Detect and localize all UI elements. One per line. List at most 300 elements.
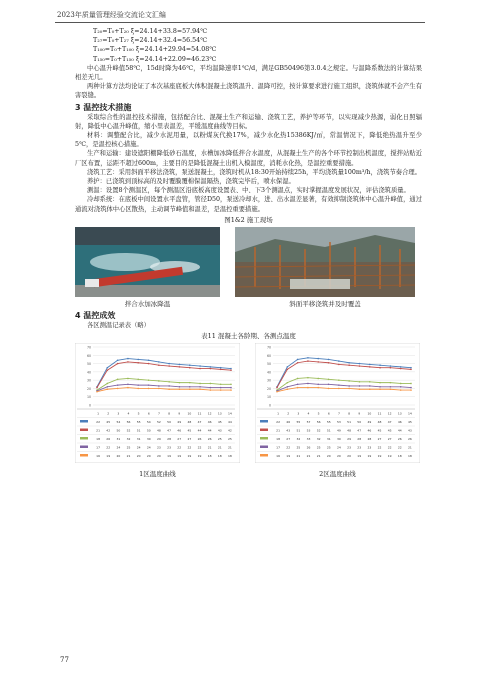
- data-point: [317, 362, 319, 364]
- table-cell: 45: [408, 420, 412, 425]
- table-cell: 21: [296, 454, 301, 459]
- data-point: [287, 369, 289, 371]
- data-point: [230, 387, 232, 389]
- chart-caption-left: 1区温度曲线: [139, 470, 176, 479]
- data-point: [179, 367, 181, 369]
- table-cell: 49: [337, 428, 341, 433]
- x-tick-label: 1: [277, 411, 280, 416]
- table-cell: 50: [357, 420, 362, 425]
- table-cell: 51: [296, 428, 301, 433]
- data-point: [158, 381, 160, 383]
- article-body: [75, 27, 422, 479]
- table-cell: 25: [228, 437, 232, 442]
- table-cell: 50: [116, 428, 121, 433]
- data-point: [338, 380, 340, 382]
- data-point: [148, 363, 150, 365]
- table-cell: 20: [146, 454, 151, 459]
- data-point: [189, 386, 191, 388]
- data-point: [189, 389, 191, 391]
- table-cell: 55: [326, 420, 331, 425]
- data-point: [168, 389, 170, 391]
- y-tick-label: 20: [86, 387, 91, 392]
- data-point: [410, 390, 412, 392]
- data-point: [369, 389, 371, 391]
- data-point: [137, 385, 139, 387]
- paragraph: 养护：已浇筑到顶标高的及时覆膜覆棉保温隔热，浇筑完毕后，喷水保湿。: [87, 178, 295, 186]
- data-point: [348, 365, 350, 367]
- section-heading-3: 3 温控技术措施: [75, 102, 132, 112]
- data-point: [369, 367, 371, 369]
- table-cell: 24: [337, 445, 341, 450]
- table-cell: 27: [286, 437, 291, 442]
- table-cell: 21: [228, 445, 232, 450]
- figure-photos: [75, 227, 422, 309]
- x-tick-label: 8: [348, 411, 351, 416]
- table-cell: 44: [207, 428, 212, 433]
- table-cell: 20: [347, 454, 351, 459]
- data-point: [410, 367, 412, 369]
- data-point: [390, 366, 392, 368]
- table-cell: 51: [326, 428, 331, 433]
- table-cell: 24: [116, 445, 121, 450]
- table-title: 表11 混凝土各龄期、各测点温度: [201, 332, 296, 341]
- table-cell: 26: [306, 445, 311, 450]
- data-point: [390, 389, 392, 391]
- legend-swatch: [260, 446, 268, 449]
- table-cell: 18: [217, 454, 222, 459]
- table-cell: 32: [126, 437, 131, 442]
- figure-caption: 图1&2 施工现场: [224, 215, 273, 224]
- data-point: [307, 387, 309, 389]
- table-cell: 26: [197, 437, 202, 442]
- data-point: [348, 386, 350, 388]
- data-point: [230, 368, 232, 370]
- legend-swatch: [80, 420, 88, 423]
- table-cell: 42: [106, 428, 111, 433]
- data-point: [410, 383, 412, 385]
- data-point: [297, 387, 299, 389]
- x-tick-label: 3: [297, 411, 300, 416]
- data-point: [230, 390, 232, 392]
- table-cell: 25: [126, 445, 131, 450]
- table-cell: 56: [126, 420, 131, 425]
- data-point: [127, 378, 129, 380]
- data-point: [168, 381, 170, 383]
- legend-swatch: [80, 429, 88, 432]
- table-cell: 19: [167, 454, 171, 459]
- table-cell: 19: [357, 454, 362, 459]
- data-point: [359, 386, 361, 388]
- y-tick-label: 0: [88, 403, 91, 408]
- data-point: [179, 364, 181, 366]
- data-point: [137, 362, 139, 364]
- table-cell: 46: [397, 420, 402, 425]
- table-cell: 23: [347, 445, 351, 450]
- paragraph: 测温：设置8个测温区，每个测温区沿底板高度设置表、中、下3个测温点，实时掌握温度发展状况，评估浇筑质量。: [87, 187, 410, 195]
- y-tick-label: 70: [86, 345, 91, 350]
- paragraph: 浇筑工艺：采用斜面平移法浇筑，泵送混凝土，浇筑时机从18:30开始持续25h，平均浇筑量100m³/h，浇筑节奏合理。: [87, 168, 421, 176]
- legend-swatch: [80, 454, 88, 457]
- table-cell: 43: [286, 428, 291, 433]
- table-cell: 18: [408, 454, 412, 459]
- table-cell: 21: [306, 454, 311, 459]
- table-cell: 44: [228, 420, 232, 425]
- data-point: [328, 384, 330, 386]
- table-cell: 33: [306, 437, 311, 442]
- table-cell: 19: [187, 454, 192, 459]
- legend-swatch: [260, 454, 268, 457]
- paragraph: 采取综合性的温控技术措施，包括配合比、混凝土生产和运输、浇筑工艺，养护等环节，以实现减少热源，弱化日照辐射，降低中心温升峰值，缩小里表温差，平缓温度曲线等目标。: [75, 113, 422, 130]
- data-point: [117, 385, 119, 387]
- table-cell: 21: [96, 428, 100, 433]
- y-tick-label: 60: [86, 354, 91, 359]
- data-point: [307, 357, 309, 359]
- table-cell: 18: [276, 437, 280, 442]
- data-point: [400, 368, 402, 370]
- data-point: [348, 388, 350, 390]
- table-cell: 48: [347, 428, 351, 433]
- table-cell: 45: [377, 428, 382, 433]
- table-cell: 47: [167, 428, 171, 433]
- data-point: [338, 361, 340, 363]
- table-cell: 25: [316, 445, 321, 450]
- data-point: [158, 388, 160, 390]
- x-tick-label: 7: [337, 411, 340, 416]
- page-number: 77: [60, 656, 69, 664]
- y-tick-label: 10: [86, 395, 91, 400]
- photo-caption-left: 拌合水加冰降温: [124, 300, 171, 309]
- data-point: [168, 363, 170, 365]
- data-point: [148, 388, 150, 390]
- data-point: [276, 387, 278, 389]
- x-tick-label: 2: [287, 411, 290, 416]
- data-point: [297, 359, 299, 361]
- x-tick-label: 7: [157, 411, 160, 416]
- table-cell: 29: [157, 437, 161, 442]
- table-cell: 22: [187, 445, 192, 450]
- data-point: [307, 383, 309, 385]
- data-point: [107, 386, 109, 388]
- y-tick-label: 60: [266, 354, 271, 359]
- photo-inclined-pouring: [235, 227, 415, 297]
- data-point: [189, 367, 191, 369]
- table-cell: 18: [96, 437, 100, 442]
- table-cell: 22: [387, 445, 392, 450]
- table-cell: 30: [337, 437, 341, 442]
- data-point: [127, 362, 129, 364]
- table-cell: 28: [367, 437, 372, 442]
- table-cell: 19: [387, 454, 392, 459]
- data-point: [297, 384, 299, 386]
- table-cell: 26: [408, 437, 412, 442]
- legend-swatch: [80, 446, 88, 449]
- data-point: [338, 385, 340, 387]
- table-cell: 17: [96, 445, 100, 450]
- x-tick-label: 5: [137, 411, 140, 416]
- formula-line: T₂₀=T₀+T₂₀ ξ=24.14+33.8=57.94℃: [93, 28, 208, 35]
- formula-line: T₁₅₀=T₀+T₁₅₀ ξ=24.14+22.09=46.23℃: [93, 55, 217, 63]
- table-cell: 45: [217, 420, 222, 425]
- x-tick-label: 14: [408, 411, 412, 416]
- x-tick-label: 1: [97, 411, 100, 416]
- data-point: [148, 385, 150, 387]
- table-cell: 19: [197, 454, 202, 459]
- table-cell: 19: [286, 454, 291, 459]
- x-tick-label: 11: [197, 411, 202, 416]
- table-cell: 21: [408, 445, 412, 450]
- data-point: [369, 364, 371, 366]
- table-cell: 45: [187, 428, 192, 433]
- table-cell: 23: [157, 445, 161, 450]
- x-tick-label: 14: [228, 411, 232, 416]
- table-cell: 55: [296, 420, 301, 425]
- data-point: [199, 366, 201, 368]
- data-point: [148, 360, 150, 362]
- data-point: [379, 382, 381, 384]
- table-cell: 49: [367, 420, 372, 425]
- data-point: [338, 364, 340, 366]
- table-cell: 21: [276, 428, 280, 433]
- data-point: [400, 386, 402, 388]
- y-tick-label: 30: [266, 379, 271, 384]
- photo-caption-right: 斜面平移浇筑并及时覆盖: [289, 300, 361, 309]
- header-rule: [55, 22, 425, 23]
- x-tick-label: 9: [178, 411, 181, 416]
- data-point: [400, 367, 402, 369]
- legend-swatch: [80, 437, 88, 440]
- table-cell: 48: [377, 420, 382, 425]
- data-point: [369, 386, 371, 388]
- data-point: [199, 386, 201, 388]
- table-cell: 21: [207, 445, 212, 450]
- table-cell: 52: [126, 428, 131, 433]
- data-point: [230, 384, 232, 386]
- table-cell: 47: [387, 420, 392, 425]
- table-cell: 55: [136, 420, 141, 425]
- table-cell: 20: [116, 454, 121, 459]
- table-cell: 24: [136, 445, 141, 450]
- table-cell: 25: [296, 445, 301, 450]
- y-tick-label: 70: [266, 345, 271, 350]
- table-cell: 46: [286, 420, 291, 425]
- table-cell: 18: [397, 454, 402, 459]
- data-point: [107, 383, 109, 385]
- charts-row: [75, 343, 422, 479]
- table-cell: 51: [347, 420, 351, 425]
- chart-zone-2: [255, 343, 420, 463]
- chart-caption-right: 2区温度曲线: [319, 470, 356, 479]
- table-cell: 27: [387, 437, 392, 442]
- data-point: [158, 365, 160, 367]
- data-point: [117, 379, 119, 381]
- table-cell: 19: [106, 454, 111, 459]
- y-tick-label: 40: [86, 370, 91, 375]
- legend-swatch: [260, 429, 268, 432]
- table-cell: 23: [367, 445, 372, 450]
- table-cell: 31: [136, 437, 141, 442]
- x-tick-label: 12: [207, 411, 212, 416]
- table-cell: 23: [357, 445, 362, 450]
- y-tick-label: 40: [266, 370, 271, 375]
- data-point: [179, 389, 181, 391]
- table-cell: 18: [228, 454, 232, 459]
- table-cell: 22: [106, 445, 111, 450]
- table-cell: 22: [286, 445, 291, 450]
- data-point: [328, 362, 330, 364]
- data-point: [220, 367, 222, 369]
- data-point: [348, 362, 350, 364]
- data-point: [338, 388, 340, 390]
- table-cell: 45: [106, 420, 111, 425]
- table-cell: 42: [228, 428, 232, 433]
- table-cell: 51: [136, 428, 141, 433]
- data-point: [410, 369, 412, 371]
- table-cell: 19: [377, 454, 382, 459]
- data-point: [117, 363, 119, 365]
- x-tick-label: 6: [147, 411, 150, 416]
- table-cell: 22: [96, 420, 100, 425]
- paragraph: 生产和运输：建设遮阳棚降低砂石温度，水槽加冰降低拌合水温度，从混凝土生产的各个环节控制出机温度，搅拌站贴近厂区布置，运距不超过600m，主要目的是降低混凝土出机入模温度，消耗水化热，是温控重要措施。: [75, 150, 422, 167]
- table-cell: 29: [347, 437, 351, 442]
- table-cell: 44: [397, 428, 402, 433]
- data-point: [317, 384, 319, 386]
- y-tick-label: 20: [266, 387, 271, 392]
- data-point: [348, 381, 350, 383]
- data-point: [379, 365, 381, 367]
- table-cell: 56: [316, 420, 321, 425]
- table-cell: 54: [146, 420, 151, 425]
- data-point: [317, 378, 319, 380]
- data-point: [317, 358, 319, 360]
- legend-swatch: [260, 437, 268, 440]
- table-cell: 30: [146, 437, 151, 442]
- data-point: [158, 386, 160, 388]
- x-tick-label: 10: [187, 411, 192, 416]
- subheading: 各区测温记录表（略）: [87, 322, 150, 330]
- data-point: [210, 383, 212, 385]
- table-cell: 27: [177, 437, 182, 442]
- data-point: [96, 387, 98, 389]
- data-point: [117, 360, 119, 362]
- data-point: [307, 361, 309, 363]
- data-point: [359, 381, 361, 383]
- table-cell: 19: [177, 454, 182, 459]
- data-point: [210, 367, 212, 369]
- data-point: [148, 380, 150, 382]
- table-cell: 19: [367, 454, 372, 459]
- table-cell: 27: [377, 437, 382, 442]
- formula-line: T₁₀₀=T₀+T₁₀₀ ξ=24.14+29.94=54.08℃: [93, 46, 217, 54]
- data-point: [127, 387, 129, 389]
- table-cell: 48: [157, 428, 161, 433]
- data-point: [359, 363, 361, 365]
- x-tick-label: 13: [397, 411, 402, 416]
- y-tick-label: 50: [86, 362, 91, 367]
- table-cell: 24: [146, 445, 151, 450]
- table-cell: 22: [377, 445, 382, 450]
- photo-ice-water-tank: [75, 227, 220, 297]
- data-point: [287, 389, 289, 391]
- data-point: [220, 387, 222, 389]
- table-cell: 21: [126, 454, 131, 459]
- data-point: [328, 388, 330, 390]
- data-point: [96, 391, 98, 393]
- table-cell: 22: [397, 445, 402, 450]
- paragraph: 材料：调整配合比，减少水泥用量，以粉煤灰代换17%，减少水化热15386KJ/㎡，常温情况下，降低绝热温升至少5℃，是温控核心措施。: [75, 132, 422, 149]
- table-cell: 50: [146, 428, 151, 433]
- data-point: [317, 387, 319, 389]
- x-tick-label: 2: [107, 411, 110, 416]
- data-point: [220, 369, 222, 371]
- data-point: [369, 381, 371, 383]
- table-cell: 48: [187, 420, 192, 425]
- table-cell: 43: [217, 428, 222, 433]
- data-point: [137, 388, 139, 390]
- table-cell: 20: [157, 454, 161, 459]
- data-point: [107, 367, 109, 369]
- data-point: [168, 386, 170, 388]
- data-point: [287, 382, 289, 384]
- table-cell: 31: [326, 437, 331, 442]
- x-tick-label: 9: [358, 411, 361, 416]
- formula-line: T₂₇=T₀+T₂₇ ξ=24.14+32.4=56.54℃: [93, 37, 208, 45]
- data-point: [199, 389, 201, 391]
- table-cell: 16: [276, 454, 280, 459]
- table-cell: 18: [207, 454, 212, 459]
- data-point: [359, 389, 361, 391]
- table-cell: 22: [177, 445, 182, 450]
- table-cell: 50: [167, 420, 171, 425]
- x-tick-label: 13: [217, 411, 222, 416]
- table-cell: 57: [306, 420, 311, 425]
- table-cell: 28: [357, 437, 362, 442]
- data-point: [297, 378, 299, 380]
- table-cell: 26: [397, 437, 402, 442]
- table-cell: 26: [106, 437, 111, 442]
- legend-swatch: [260, 420, 268, 423]
- data-point: [287, 386, 289, 388]
- table-cell: 21: [316, 454, 321, 459]
- data-point: [400, 390, 402, 392]
- table-cell: 54: [116, 420, 121, 425]
- table-cell: 46: [177, 428, 182, 433]
- table-cell: 31: [116, 437, 121, 442]
- table-cell: 21: [217, 445, 222, 450]
- data-point: [297, 362, 299, 364]
- table-cell: 32: [296, 437, 301, 442]
- table-cell: 25: [217, 437, 222, 442]
- data-point: [199, 383, 201, 385]
- data-point: [210, 387, 212, 389]
- y-tick-label: 50: [266, 362, 271, 367]
- data-point: [390, 367, 392, 369]
- table-cell: 25: [326, 445, 331, 450]
- data-point: [379, 367, 381, 369]
- data-point: [359, 366, 361, 368]
- data-point: [287, 367, 289, 369]
- table-cell: 53: [337, 420, 341, 425]
- data-point: [210, 368, 212, 370]
- data-point: [179, 386, 181, 388]
- chart-zone-1: [75, 343, 240, 463]
- data-point: [189, 382, 191, 384]
- data-point: [107, 370, 109, 372]
- data-point: [179, 382, 181, 384]
- x-tick-label: 12: [387, 411, 392, 416]
- x-tick-label: 8: [168, 411, 171, 416]
- table-cell: 47: [357, 428, 362, 433]
- data-point: [137, 379, 139, 381]
